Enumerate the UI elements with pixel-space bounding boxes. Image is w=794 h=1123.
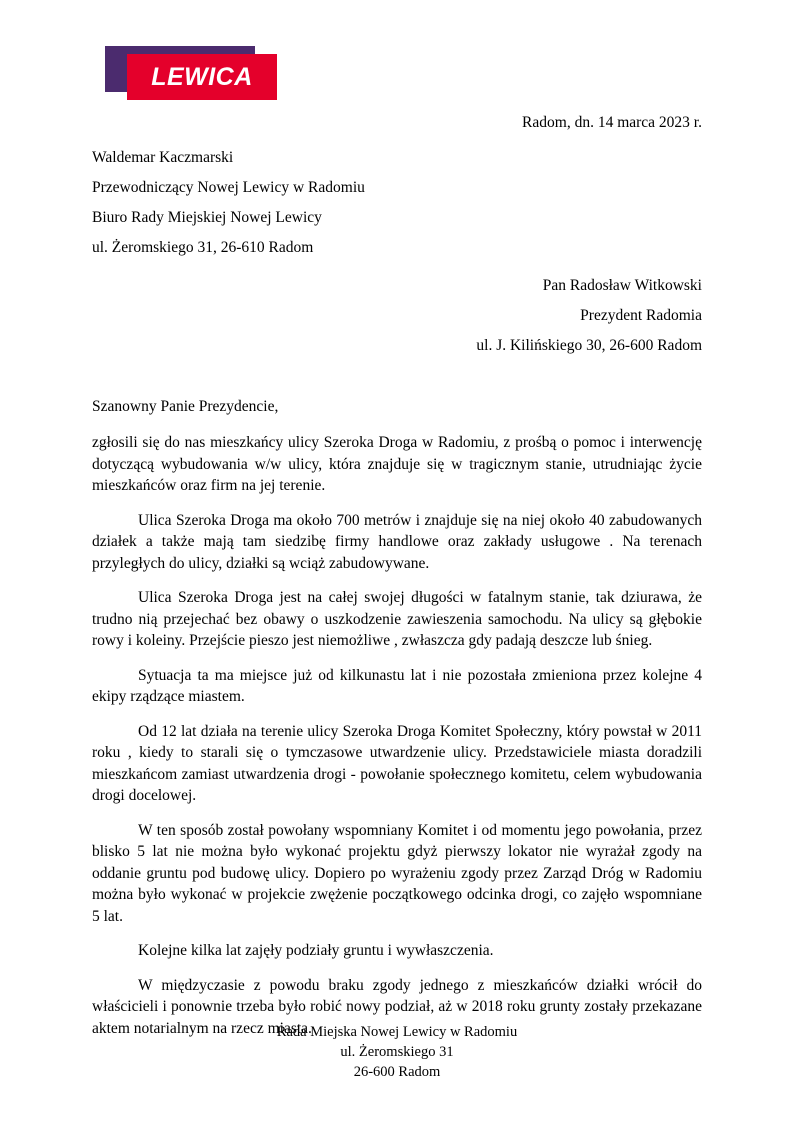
recipient-address: ul. J. Kilińskiego 30, 26-600 Radom bbox=[476, 337, 702, 354]
paragraph: Sytuacja ta ma miejsce już od kilkunastu lat i nie pozostała zmieniona przez kolejne 4 ekipy rządzące miastem. bbox=[92, 666, 702, 705]
lewica-logo bbox=[105, 46, 277, 100]
recipient-block bbox=[476, 271, 702, 361]
sender-address: ul. Żeromskiego 31, 26-610 Radom bbox=[92, 239, 314, 256]
sender-role: Przewodniczący Nowej Lewicy w Radomiu bbox=[92, 179, 365, 196]
sender-office: Biuro Rady Miejskiej Nowej Lewicy bbox=[92, 209, 322, 226]
footer-street: ul. Żeromskiego 31 bbox=[340, 1044, 454, 1060]
sender-block bbox=[92, 143, 365, 263]
paragraph: W międzyczasie z powodu braku zgody jednego z mieszkańców działki wrócił do właścicieli i ponownie trzeba było robić nowy podział, aż w 2018 roku grunty zostały przekazane aktem notarialnym na rzecz miasta. bbox=[92, 976, 702, 1037]
footer-organization: Rada Miejska Nowej Lewicy w Radomiu bbox=[276, 1024, 518, 1040]
recipient-role: Prezydent Radomia bbox=[580, 307, 702, 324]
paragraph: zgłosili się do nas mieszkańcy ulicy Szeroka Droga w Radomiu, z prośbą o pomoc i interwencję dotyczącą wybudowania w/w ulicy, która znajduje się w tragicznym stanie, utrudniając życie mieszkańców oraz firm na jej terenie. bbox=[92, 434, 702, 494]
paragraph: Ulica Szeroka Droga ma około 700 metrów i znajduje się na niej około 40 zabudowanych działek a także mają tam siedzibę firmy handlowe oraz zakłady usługowe . Na terenach przyległych do ulicy, działki są wciąż zabudowywane. bbox=[92, 511, 702, 572]
paragraph: Ulica Szeroka Droga jest na całej swojej długości w fatalnym stanie, tak dziurawa, że trudno nią przejechać bez obawy o uszkodzenie zawieszenia samochodu. Na ulicy są głębokie rowy i koleiny. Przejście pieszo jest niemożliwe , zwłaszcza gdy padają deszcze lub śnieg. bbox=[92, 589, 702, 649]
paragraph: Od 12 lat działa na terenie ulicy Szeroka Droga Komitet Społeczny, który powstał w 2011 roku , kiedy to starali się o tymczasowe utwardzenie ulicy. Przedstawiciele miasta doradzili mieszkańcom zamiast utwardzenia drogi - powołanie społecznego komitetu, celem wybudowania drogi docelowej. bbox=[92, 722, 702, 804]
page-footer bbox=[0, 1022, 794, 1082]
sender-name: Waldemar Kaczmarski bbox=[92, 149, 234, 166]
footer-city: 26-600 Radom bbox=[353, 1064, 441, 1080]
date-line: Radom, dn. 14 marca 2023 r. bbox=[522, 114, 702, 131]
paragraph: Kolejne kilka lat zajęły podziały gruntu i wywłaszczenia. bbox=[138, 942, 494, 959]
salutation: Szanowny Panie Prezydencie, bbox=[92, 398, 279, 415]
paragraph: W ten sposób został powołany wspomniany Komitet i od momentu jego powołania, przez blisko 5 lat nie można było wykonać projektu gdyż pierwszy lokator nie wyrażał zgody na oddanie gruntu pod budowę ulicy. Dopiero po wyrażeniu zgody przez Zarząd Dróg w Radomiu można było wykonać w projekcie zwężenie początkowego odcinka drogi, co zajęło wspomniane 5 lat. bbox=[92, 821, 702, 925]
letter-body bbox=[92, 432, 702, 1052]
logo-text: LEWICA bbox=[151, 62, 253, 91]
recipient-name: Pan Radosław Witkowski bbox=[542, 277, 702, 294]
